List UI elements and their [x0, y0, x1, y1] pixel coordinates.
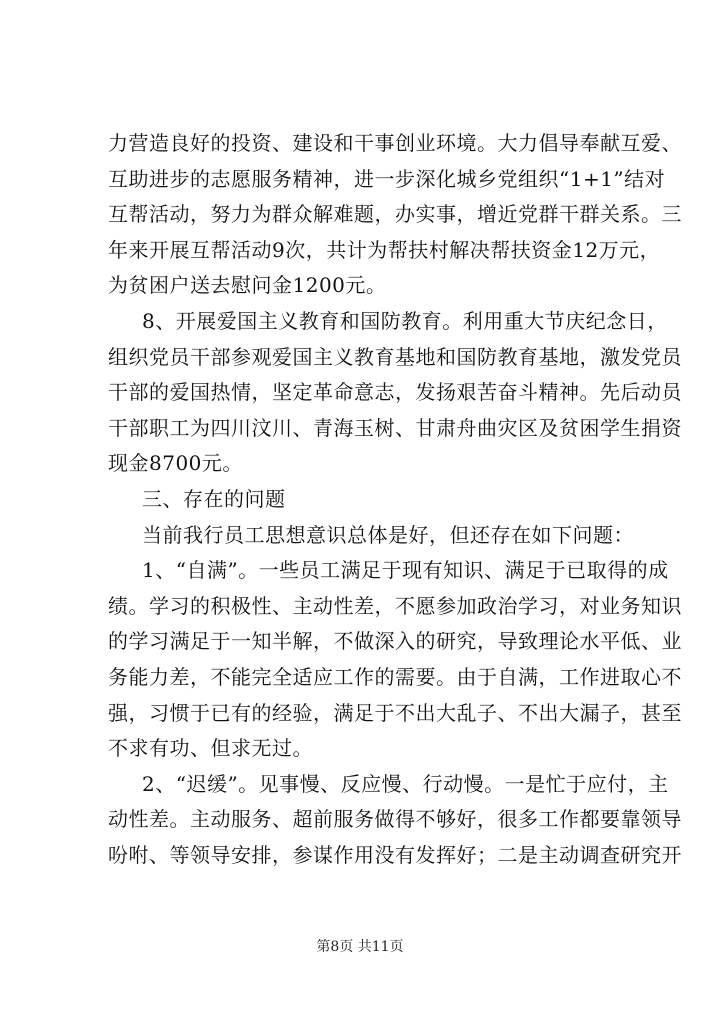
text-line: 吩咐、等领导安排，参谋作用没有发挥好；二是主动调查研究开	[108, 843, 682, 867]
text-line: 当前我行员工思想意识总体是好，但还存在如下问题：	[142, 522, 634, 547]
text-line: 不求有功、但求无过。	[108, 736, 313, 761]
text-line: 年来开展互帮活动9次，共计为帮扶村解决帮扶资金12万元，	[108, 237, 661, 262]
text-line: 强，习惯于已有的经验，满足于不出大乱子、不出大漏子，甚至	[108, 700, 682, 725]
section-heading: 三、存在的问题	[142, 487, 286, 511]
text-line: 组织党员干部参观爱国主义教育基地和国防教育基地，激发党员	[108, 344, 682, 369]
text-line: 的学习满足于一知半解，不做深入的研究，导致理论水平低、业	[108, 629, 682, 654]
paragraph-1-start: 1、“自满”。一些员工满足于现有知识、满足于已取得的成	[142, 558, 669, 583]
text-line: 绩。学习的积极性、主动性差，不愿参加政治学习，对业务知识	[108, 593, 682, 618]
paragraph-8-start: 8、开展爱国主义教育和国防教育。利用重大节庆纪念日，	[142, 309, 668, 333]
page-footer: 第8页 共11页	[316, 939, 404, 955]
text-line: 务能力差，不能完全适应工作的需要。由于自满，工作进取心不	[108, 665, 682, 689]
text-line: 互帮活动，努力为群众解难题，办实事，增近党群干群关系。三	[108, 202, 682, 227]
text-line: 力营造良好的投资、建设和干事创业环境。大力倡导奉献互爱、	[108, 131, 682, 155]
text-line: 为贫困户送去慰问金1200元。	[108, 273, 387, 298]
text-line: 互助进步的志愿服务精神，进一步深化城乡党组织“1+1”结对	[108, 166, 666, 191]
text-line: 干部的爱国热情，坚定革命意志，发扬艰苦奋斗精神。先后动员	[108, 380, 682, 405]
text-line: 现金8700元。	[108, 451, 243, 476]
text-line: 动性差。主动服务、超前服务做得不够好，很多工作都要靠领导	[108, 807, 682, 832]
paragraph-2-start: 2、“迟缓”。见事慢、反应慢、行动慢。一是忙于应付，主	[142, 771, 669, 796]
text-line: 干部职工为四川汶川、青海玉树、甘肃舟曲灾区及贫困学生捐资	[108, 415, 682, 440]
